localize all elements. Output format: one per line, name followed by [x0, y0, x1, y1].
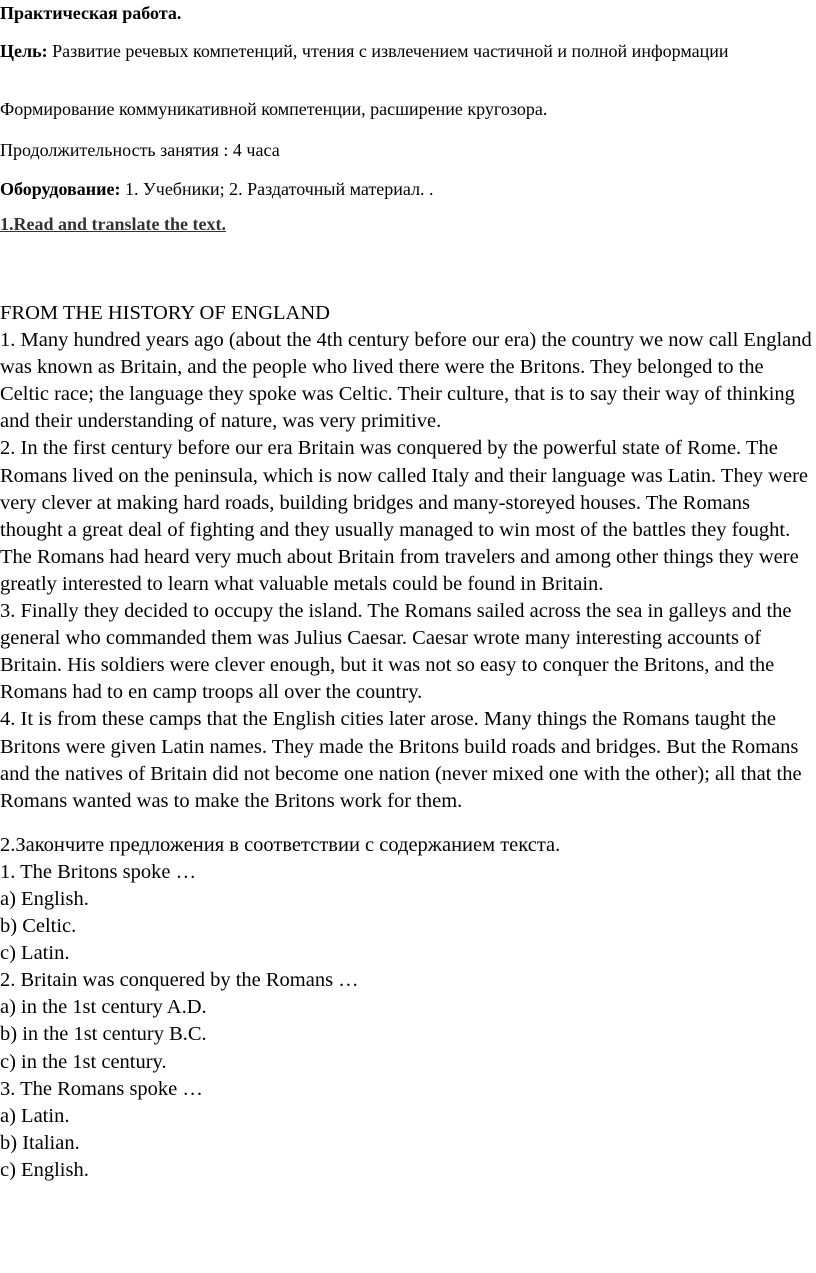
question-2-option-a: a) in the 1st century A.D.: [0, 996, 207, 1019]
question-1-option-a: a) English.: [0, 887, 89, 910]
exercise-instruction: 2.Закончите предложения в соответствии с содержанием текста.: [0, 833, 561, 856]
question-3-option-c: c) English.: [0, 1158, 89, 1181]
reading-section: [0, 300, 816, 1184]
lesson-equipment: [0, 178, 800, 200]
paragraph-2: 2. In the first century before our era Britain was conquered by the powerful state of Rome. The Romans lived on the peninsula, which is now called Italy and their language was Latin. They were very clever at making hard roads, building bridges and many-storeyed houses. The Romans thought a great deal of fighting and they usually managed to win most of the battles they fought. The Romans had heard very much about Britain from travelers and among other things they were greatly interested to learn what valuable metals could be found in Britain.: [0, 437, 809, 595]
goal-label: Цель:: [0, 41, 48, 61]
question-2-stem: 2. Britain was conquered by the Romans …: [0, 969, 359, 992]
question-2-option-c: c) in the 1st century.: [0, 1050, 167, 1073]
task-1-heading: [0, 213, 800, 235]
goal-text: Развитие речевых компетенций, чтения с извлечением частичной и полной информации: [47, 41, 729, 61]
task-1-link[interactable]: 1.Read and translate the text.: [0, 214, 226, 234]
text-title: FROM THE HISTORY OF ENGLAND: [0, 302, 330, 324]
paragraph-4: 4. It is from these camps that the English cities later arose. Many things the Romans taught the Britons were given Latin names. They made the Britons build roads and bridges. But the Romans and the natives of Britain did not become one nation (never mixed one with the other); all that the Romans wanted was to make the Britons work for them.: [0, 708, 802, 812]
question-1-option-c: c) Latin.: [0, 942, 70, 965]
question-1-stem: 1. The Britons spoke …: [0, 860, 197, 883]
question-3-stem: 3. The Romans spoke …: [0, 1077, 203, 1100]
question-3-option-a: a) Latin.: [0, 1104, 70, 1127]
section-gap: [0, 815, 816, 832]
equipment-label: Оборудование:: [0, 179, 121, 199]
paragraph-1: 1. Many hundred years ago (about the 4th century before our era) the country we now call England was known as Britain, and the people who lived there were the Britons. They belonged to the Celtic race; the language they spoke was Celtic. Their culture, that is to say their way of thinking and their understanding of nature, was very primitive.: [0, 329, 812, 433]
lesson-title: Практическая работа.: [0, 3, 182, 23]
paragraph-3: 3. Finally they decided to occupy the island. The Romans sailed across the sea in galleys and the general who commanded them was Julius Caesar. Caesar wrote many interesting accounts of Britain. His soldiers were clever enough, but it was not so easy to conquer the Britons, and the Romans had to en camp troops all over the country.: [0, 600, 792, 704]
question-1-option-b: b) Celtic.: [0, 915, 77, 938]
equipment-text: 1. Учебники; 2. Раздаточный материал. .: [120, 179, 434, 199]
lesson-formation: Формирование коммуникативной компетенции, расширение кругозора.: [0, 99, 548, 119]
lesson-duration: Продолжительность занятия : 4 часа: [0, 140, 280, 160]
question-2-option-b: b) in the 1st century B.C.: [0, 1023, 207, 1046]
question-3-option-b: b) Italian.: [0, 1131, 80, 1154]
lesson-goal: [0, 40, 800, 62]
